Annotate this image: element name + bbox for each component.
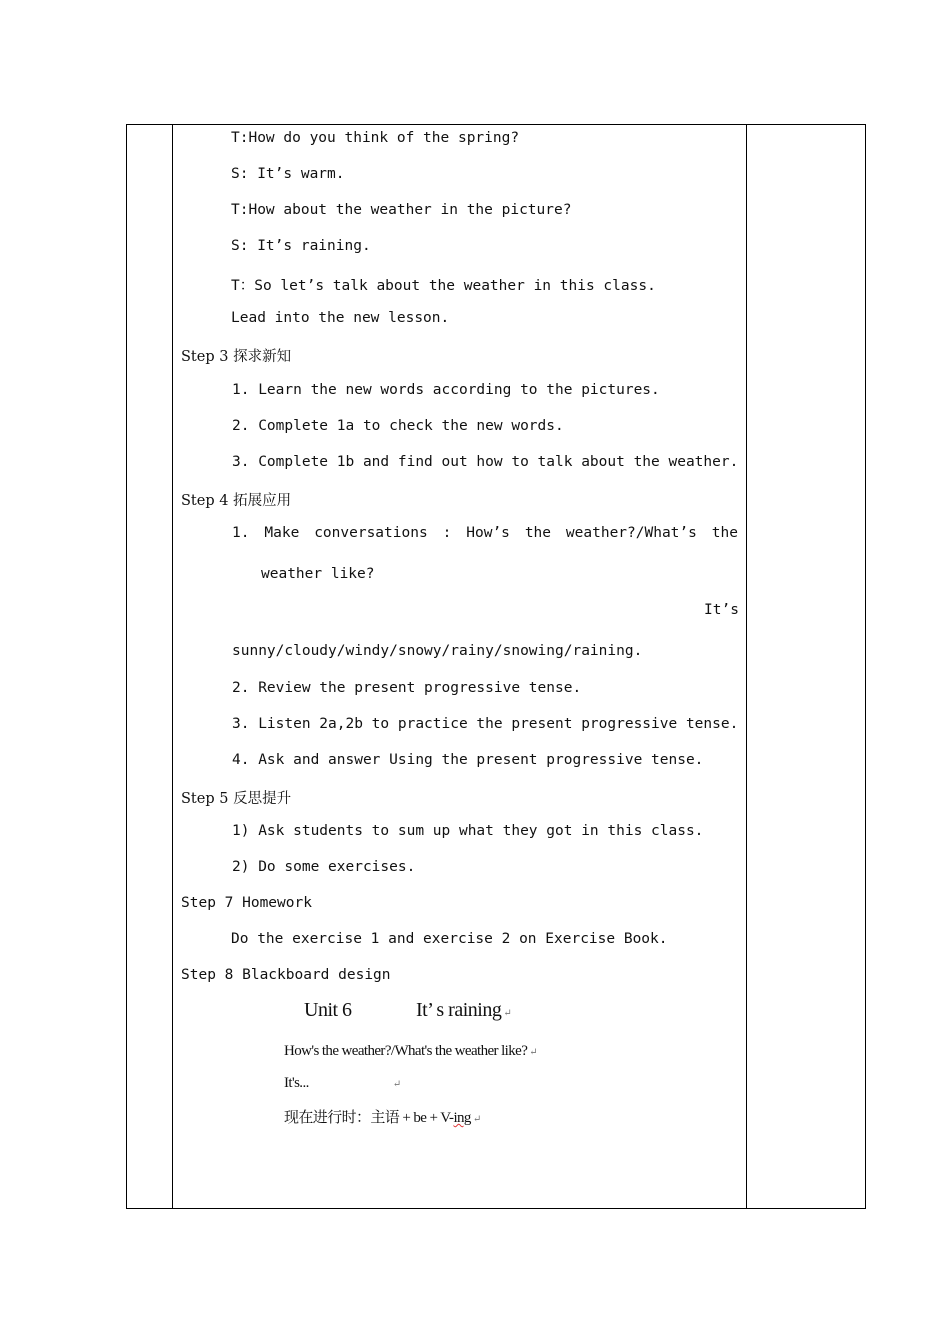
board-title-text: It’ s raining (416, 999, 502, 1021)
justified-word: weather?/What’s (565, 525, 697, 541)
justified-word: How’s (466, 525, 510, 541)
board-line1-a: How's the weather (284, 1043, 385, 1059)
step4-item: 4. Ask and answer Using the present progressive tense. (232, 752, 704, 768)
step3-item: 3. Complete 1b and find out how to talk about the weather. (232, 454, 739, 470)
step7-heading: Step 7 Homework (181, 895, 312, 911)
return-mark-icon: ↵ (503, 1008, 512, 1019)
board-line2-text: It's... (284, 1075, 309, 1091)
board-unit: Unit 6 (304, 999, 352, 1021)
justified-word: : (442, 525, 452, 541)
step3-item: 2. Complete 1a to check the new words. (232, 418, 564, 434)
justified-word: 1. (232, 525, 250, 541)
dialogue-line: S: It’s warm. (231, 166, 345, 182)
step7-text: Do the exercise 1 and exercise 2 on Exercise Book. (231, 931, 668, 947)
step8-heading: Step 8 Blackboard design (181, 967, 391, 983)
board-line2 (284, 1075, 401, 1092)
step3-item: 1. Learn the new words according to the pictures. (232, 382, 660, 398)
dialogue-line: Lead into the new lesson. (231, 310, 450, 326)
step4-item: 2. Review the present progressive tense. (232, 680, 582, 696)
dialogue-line: S: It’s raining. (231, 238, 371, 254)
table-divider-right (746, 124, 747, 1209)
step4-heading: Step 4 拓展应用 (181, 493, 292, 509)
board-line1-b: ?/What's the weather like? (384, 1043, 528, 1059)
step5-item: 2) Do some exercises. (232, 859, 416, 875)
step3-heading: Step 3 探求新知 (181, 349, 292, 365)
return-mark-icon: ↵ (472, 1114, 481, 1125)
step5-item: 1) Ask students to sum up what they got in this class. (232, 823, 704, 839)
table-divider-left (172, 124, 173, 1209)
dialogue-line: T:How about the weather in the picture? (231, 202, 572, 218)
step4-item1-line1 (232, 525, 738, 541)
board-line3-a: 现在进行时：主语 + be + V- (284, 1110, 454, 1126)
justified-word: the (524, 525, 552, 541)
justified-word: Make (264, 525, 300, 541)
step5-heading: Step 5 反思提升 (181, 791, 292, 807)
board-line1 (284, 1043, 537, 1060)
board-title (416, 999, 511, 1022)
board-line3 (284, 1106, 481, 1127)
justified-word: the (711, 525, 738, 541)
return-mark-icon: ↵ (529, 1047, 538, 1058)
dialogue-line: T：So let’s talk about the weather in this class. (231, 278, 656, 294)
step4-item1-line4: sunny/cloudy/windy/snowy/rainy/snowing/raining. (232, 643, 643, 659)
return-mark-icon: ↵ (392, 1079, 401, 1090)
step4-item1-line3: It’s (704, 602, 739, 618)
board-line3-b: ing (453, 1110, 471, 1126)
dialogue-line: T:How do you think of the spring? (231, 130, 520, 146)
step4-item1-line2: weather like? (261, 566, 375, 582)
step4-item: 3. Listen 2a,2b to practice the present progressive tense. (232, 716, 739, 732)
justified-word: conversations (314, 525, 428, 541)
